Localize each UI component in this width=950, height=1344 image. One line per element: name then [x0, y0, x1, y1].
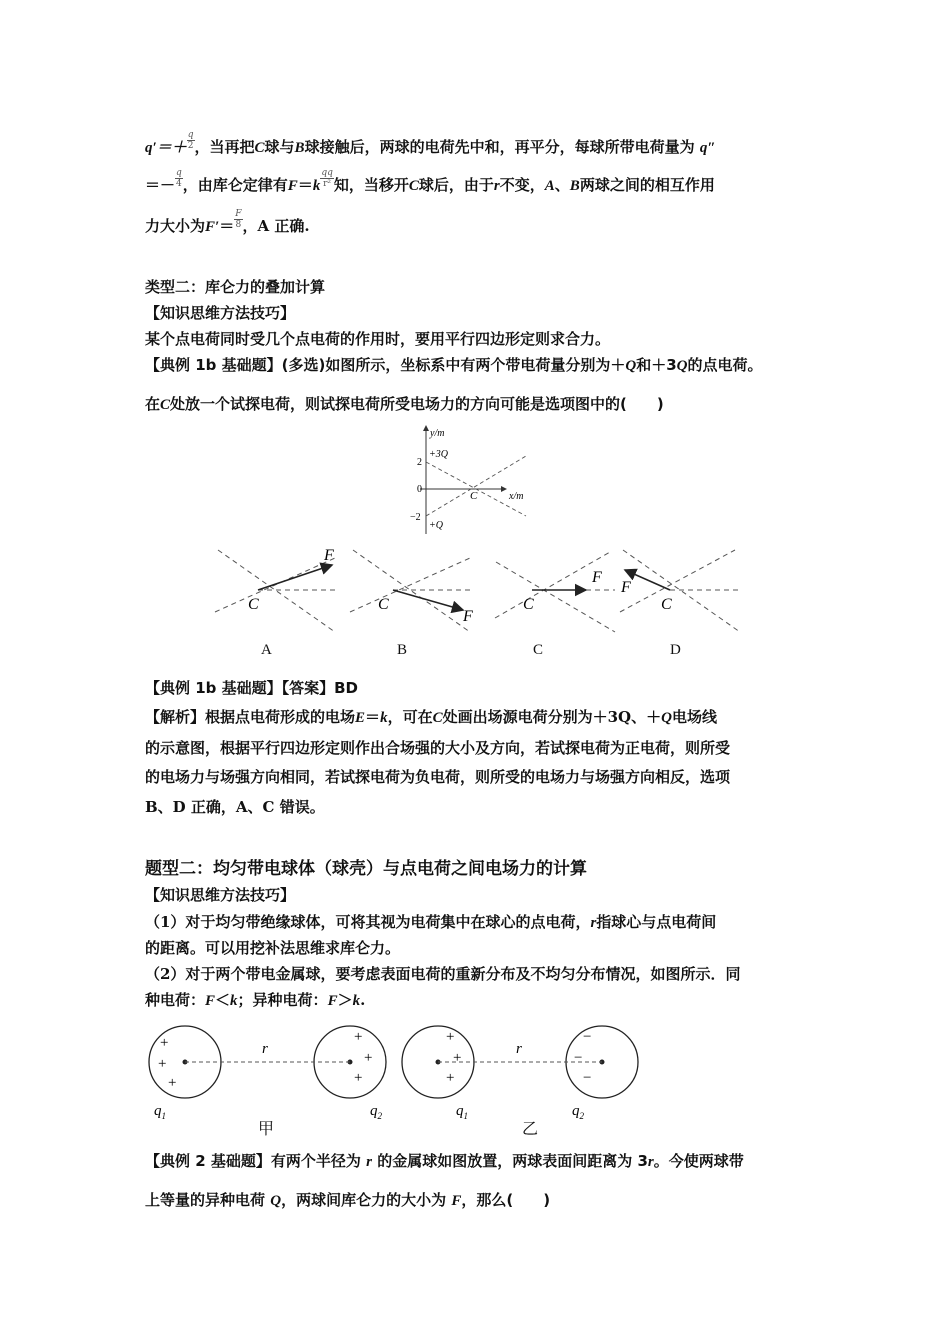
- q2-label-right: $q_2$: [572, 1103, 584, 1121]
- option-B-figure: [345, 540, 480, 640]
- intro-line-2: ＝－ $\frac{q}{4}$ ，由库仑定律有F＝k $\frac{qq}{\text{r²}}$ 知，当移开C球后，由于r不变，A、B两球之间的相互作用: [145, 167, 715, 194]
- example-2-line-2: 上等量的异种电荷 Q，两球间库仑力的大小为 F，那么( ): [145, 1191, 551, 1209]
- caption-jia: 甲: [258, 1121, 275, 1138]
- option-A-letter: A: [261, 642, 272, 658]
- fraction-qq-over-r2: $\frac{qq}{\text{r²}}$: [321, 167, 333, 189]
- type-b-skill-1-line-1: （1）对于均匀带绝缘球体，可将其视为电荷集中在球心的点电荷，r指球心与点电荷间: [145, 913, 717, 931]
- x-axis-label: x/m: [509, 491, 524, 502]
- tick-minus-2: −2: [410, 512, 421, 523]
- plus-sign: +: [160, 1035, 169, 1051]
- type-b-skill-heading: 【知识思维方法技巧】: [145, 886, 296, 904]
- distance-r-left: r: [262, 1041, 268, 1057]
- plus-sign: +: [446, 1070, 455, 1086]
- charge-plus-Q-label: +Q: [429, 520, 443, 531]
- example-1b-answer: 【典例 1b 基础题】【答案】BD: [145, 679, 359, 697]
- plus-sign: +: [158, 1056, 167, 1072]
- plus-sign: +: [364, 1050, 373, 1066]
- point-C-label: C: [470, 490, 478, 502]
- option-B-force-label: F: [463, 608, 473, 625]
- explanation-line-2: 的示意图，根据平行四边形定则作出合场强的大小及方向，若试探电荷为正电荷，则所受: [145, 739, 731, 757]
- type2-skill-text: 某个点电荷同时受几个点电荷的作用时，要用平行四边形定则求合力。: [145, 330, 611, 348]
- y-axis-label: y/m: [430, 428, 445, 439]
- intro-line-1: q′＝＋ $\frac{q}{2}$ ，当再把C球与B球接触后，两球的电荷先中和，再平分，每球所带电荷量为 q″: [145, 129, 716, 156]
- type-b-skill-1-line-2: 的距离。可以用挖补法思维求库仑力。: [145, 939, 401, 957]
- option-D-letter: D: [670, 642, 681, 658]
- example-2-line-1: 【典例 2 基础题】有两个半径为 r 的金属球如图放置，两球表面间距离为 3r。今使两球带: [145, 1152, 744, 1170]
- option-A-figure: [210, 540, 340, 640]
- coordinate-figure: [400, 420, 540, 540]
- explanation-line-3: 的电场力与场强方向相同，若试探电荷为负电荷，则所受的电场力与场强方向相反，选项: [145, 768, 731, 786]
- spheres-figure: [140, 1015, 650, 1140]
- explanation-line-4: B、D 正确，A、C 错误。: [145, 798, 325, 816]
- caption-yi: 乙: [522, 1121, 539, 1138]
- plus-sign: +: [446, 1029, 455, 1045]
- tick-0: 0: [417, 484, 422, 495]
- tick-2: 2: [417, 457, 422, 468]
- q2-label-left: $q_2$: [370, 1103, 382, 1121]
- type-b-heading: 题型二：均匀带电球体（球壳）与点电荷之间电场力的计算: [145, 859, 587, 879]
- type2-skill-heading: 【知识思维方法技巧】: [145, 304, 296, 322]
- q-prime: q′＝＋: [145, 140, 187, 156]
- charge-plus-3Q-label: +3Q: [429, 449, 448, 460]
- option-D-force-label: F: [621, 579, 631, 596]
- distance-r-right: r: [516, 1041, 522, 1057]
- type-b-skill-2-line-1: （2）对于两个带电金属球，要考虑表面电荷的重新分布及不均匀分布情况，如图所示．同: [145, 965, 741, 983]
- plus-sign: +: [354, 1029, 363, 1045]
- fraction-q-over-2: $\frac{q}{2}$: [187, 129, 194, 151]
- option-C-point-label: C: [523, 596, 534, 613]
- q1-label-left: $q_1$: [154, 1103, 166, 1121]
- minus-sign: −: [583, 1070, 592, 1086]
- option-D-point-label: C: [661, 596, 672, 613]
- type-b-skill-2-line-2: 种电荷：F＜k；异种电荷：F＞k.: [145, 991, 366, 1009]
- fraction-q-over-4: $\frac{q}{4}$: [176, 167, 182, 189]
- option-B-point-label: C: [378, 596, 389, 613]
- option-A-force-label: F: [324, 547, 334, 564]
- example-1b-question-line-2: 在C处放一个试探电荷，则试探电荷所受电场力的方向可能是选项图中的( ): [145, 395, 664, 413]
- option-A-point-label: C: [248, 596, 259, 613]
- example-1b-question-line-1: 【典例 1b 基础题】(多选)如图所示，坐标系中有两个带电荷量分别为＋Q和＋3Q的点电荷。: [145, 356, 763, 374]
- option-B-letter: B: [397, 642, 408, 658]
- dash-from-bottom-charge: [426, 456, 526, 516]
- option-C-letter: C: [533, 642, 544, 658]
- minus-sign: −: [574, 1050, 583, 1066]
- plus-sign: +: [453, 1050, 462, 1066]
- q1-label-right: $q_1$: [456, 1103, 468, 1121]
- plus-sign: +: [354, 1070, 363, 1086]
- plus-sign: +: [168, 1075, 177, 1091]
- option-D-figure: [615, 540, 745, 640]
- option-C-figure: [490, 540, 620, 640]
- intro-line-3: 力大小为F′＝ $\frac{F}{8}$ ，A 正确.: [145, 208, 310, 235]
- fraction-F-over-8: $\frac{F}{8}$: [235, 208, 242, 230]
- option-C-force-label: F: [592, 569, 602, 586]
- minus-sign: −: [583, 1029, 592, 1045]
- explanation-line-1: 【解析】根据点电荷形成的电场E＝k，可在C处画出场源电荷分别为＋3Q、＋Q电场线: [145, 708, 717, 726]
- type2-heading: 类型二：库仑力的叠加计算: [145, 278, 326, 296]
